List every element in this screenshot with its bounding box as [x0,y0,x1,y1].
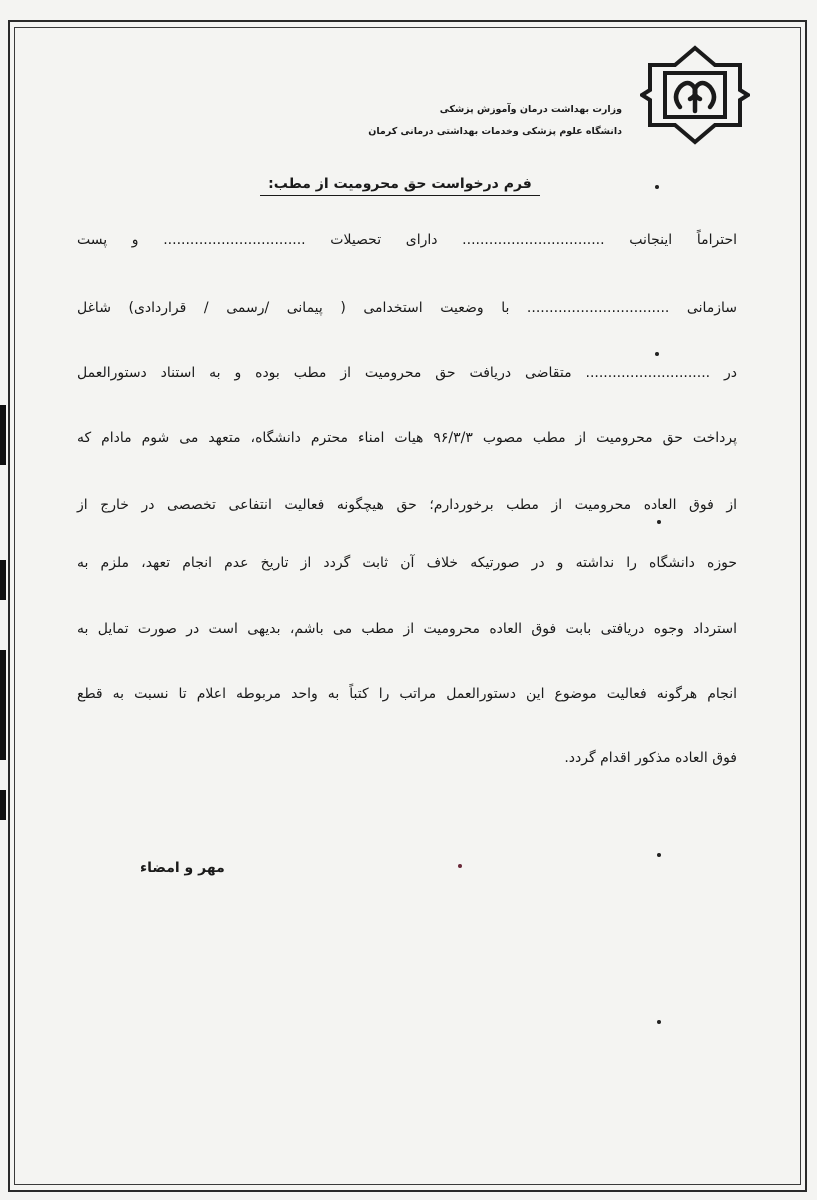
form-title: فرم درخواست حق محرومیت از مطب: [260,176,540,196]
form-line-1: احتراماً اینجانب ................................ دارای تحصیلات ................................ و پست [77,232,737,248]
form-line-2: سازمانی ................................ با وضعیت استخدامی ( پیمانی /رسمی / قراردادی) شاغل [77,300,737,316]
scan-edge-mark [0,650,6,760]
university-header: دانشگاه علوم پزشکی وخدمات بهداشتی درمانی کرمان [368,126,622,137]
form-line-4: پرداخت حق محرومیت از مطب مصوب ۹۶/۳/۳ هیات امناء محترم دانشگاه، متعهد می شوم مادام که [77,430,738,446]
university-logo-icon [640,45,750,145]
form-line-5: از فوق العاده محرومیت از مطب برخوردارم؛ حق هیچگونه فعالیت انتفاعی تخصصی در خارج از [77,497,737,513]
scan-edge-mark [0,405,6,465]
scan-edge-mark [0,790,6,820]
page-border-inner [14,27,801,1185]
scan-speck [657,520,661,524]
signature-label: مهر و امضاء [140,860,225,876]
scan-speck [657,853,661,857]
scan-speck [655,185,659,189]
scan-speck [657,1020,661,1024]
form-line-8: انجام هرگونه فعالیت موضوع این دستورالعمل مراتب را کتباً به واحد مربوطه اعلام تا نسبت به قطع [77,686,737,702]
form-line-7: استرداد وجوه دریافتی بابت فوق العاده محرومیت از مطب می باشم، بدیهی است در صورت تمایل به [77,621,737,637]
ministry-header: وزارت بهداشت درمان وآموزش پزشکی [439,104,622,115]
scan-speck [458,864,462,868]
scan-speck [655,352,659,356]
form-line-3: در ............................ متقاضی دریافت حق محرومیت از مطب بوده و به استناد دستورالعمل [77,365,737,381]
form-line-9: فوق العاده مذکور اقدام گردد. [564,750,737,766]
scan-edge-mark [0,560,6,600]
form-line-6: حوزه دانشگاه را نداشته و در صورتیکه خلاف آن ثابت گردد از تاریخ عدم انجام تعهد، ملزم به [77,555,737,571]
